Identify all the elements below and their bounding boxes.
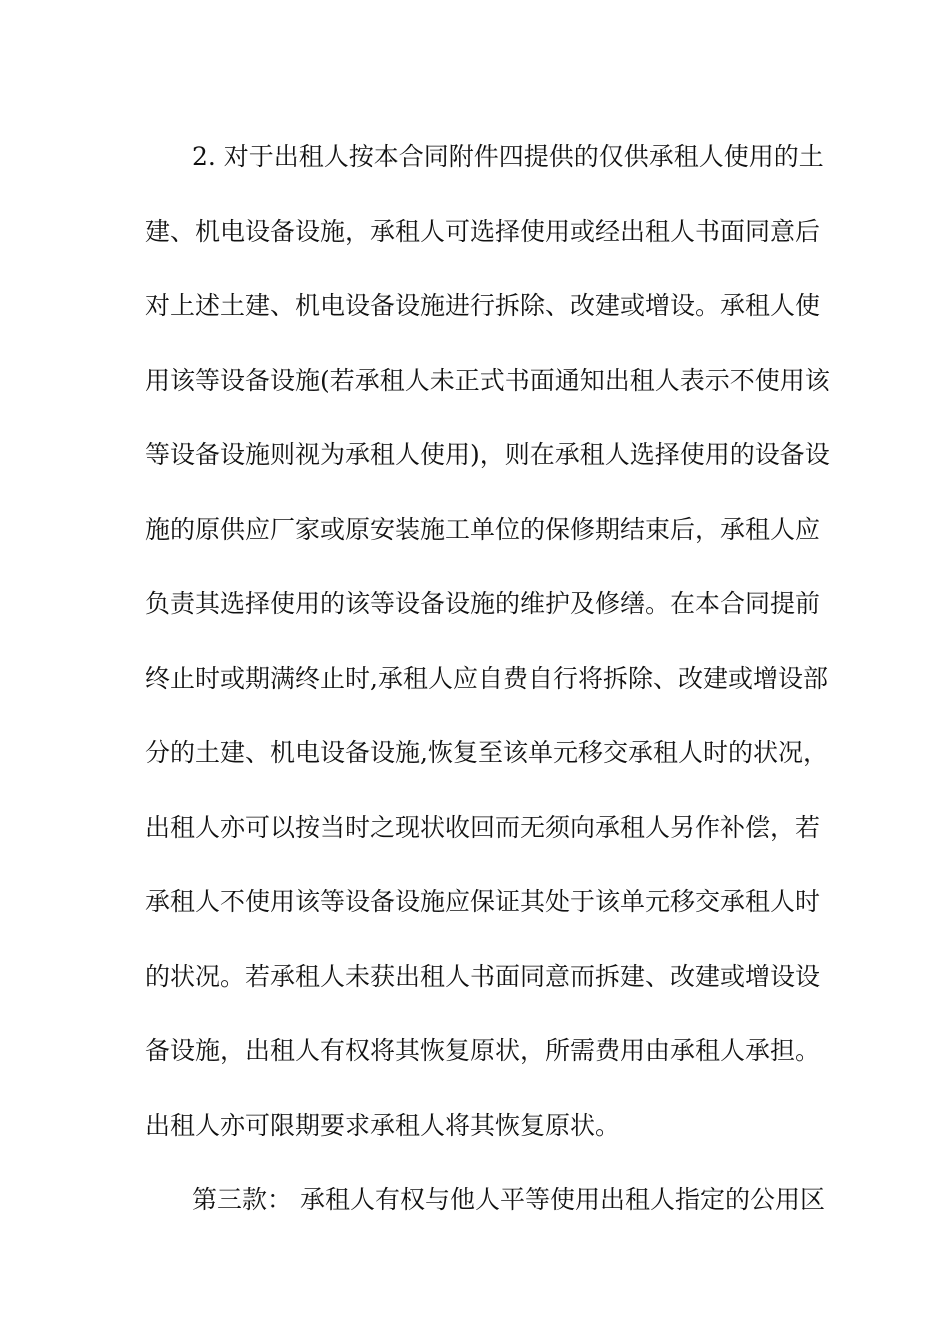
paragraph-line: 建、机电设备设施，承租人可选择使用或经出租人书面同意后 (145, 216, 821, 246)
paragraph-line: 等设备设施则视为承租人使用)，则在承租人选择使用的设备设 (145, 440, 830, 469)
paragraph-line: 分的土建、机电设备设施,恢复至该单元移交承租人时的状况， (145, 738, 828, 767)
document-body (145, 131, 830, 1249)
paragraph-line: 负责其选择使用的该等设备设施的维护及修缮。在本合同提前 (145, 589, 821, 618)
paragraph-line: 施的原供应厂家或原安装施工单位的保修期结束后，承租人应 (145, 514, 821, 544)
paragraph-line: 出租人亦可限期要求承租人将其恢复原状。 (145, 1110, 621, 1140)
paragraph-line: 备设施，出租人有权将其恢复原状，所需费用由承租人承担。 (145, 1036, 821, 1065)
paragraph-line: 出租人亦可以按当时之现状收回而无须向承租人另作补偿，若 (145, 812, 821, 842)
section-heading-line: 第三款： 承租人有权与他人平等使用出租人指定的公用区 (192, 1185, 825, 1214)
paragraph-line: 2. 对于出租人按本合同附件四提供的仅供承租人使用的土 (192, 142, 824, 171)
paragraph-line: 的状况。若承租人未获出租人书面同意而拆建、改建或增设设 (145, 961, 821, 991)
paragraph-line: 终止时或期满终止时,承租人应自费自行将拆除、改建或增设部 (145, 663, 828, 693)
paragraph-line: 承租人不使用该等设备设施应保证其处于该单元移交承租人时 (145, 887, 821, 916)
paragraph-line: 对上述土建、机电设备设施进行拆除、改建或增设。承租人使 (145, 291, 821, 320)
paragraph-line: 用该等设备设施(若承租人未正式书面通知出租人表示不使用该 (145, 365, 830, 395)
